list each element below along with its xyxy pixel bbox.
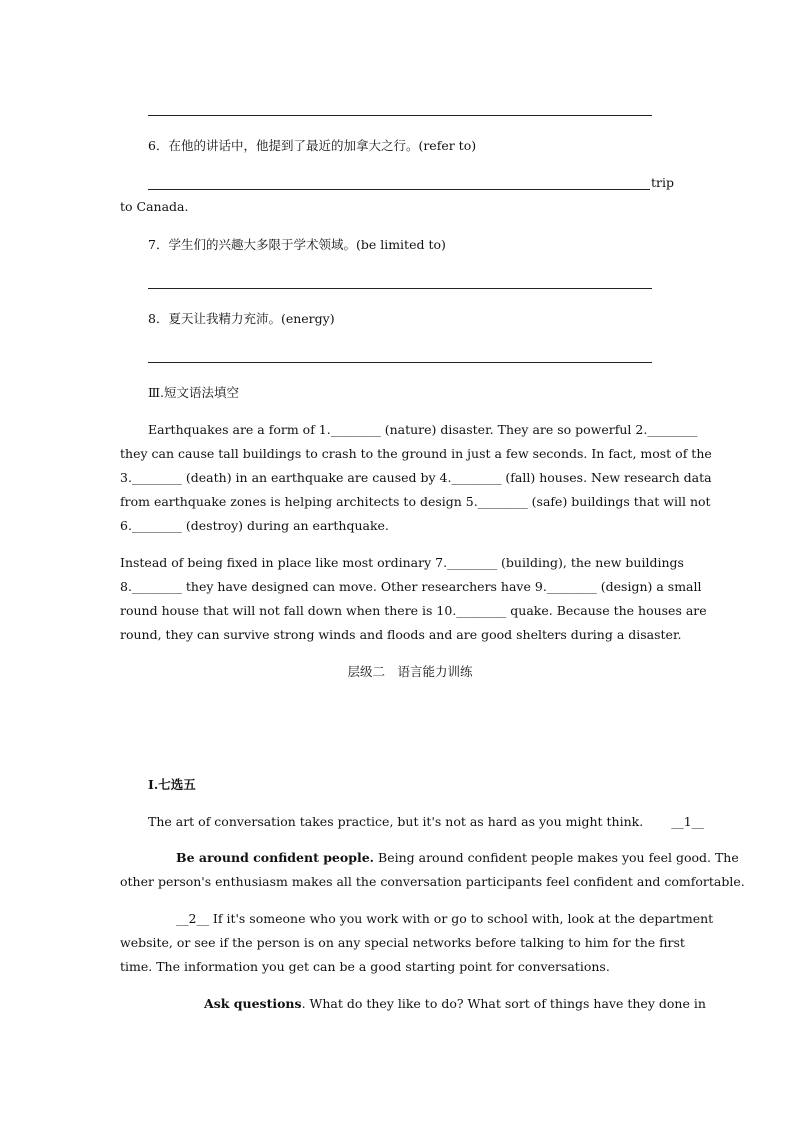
passage-2-line: round house that will not fall down when there is 10.________ quake. Because the houses are xyxy=(120,603,707,618)
passage-1-line: they can cause tall buildings to crash to the ground in just a few seconds. In fact, most of the xyxy=(120,446,712,461)
paragraph-research-line: __2__ If it's someone who you work with or go to school with, look at the department xyxy=(176,911,714,926)
section-3-title: Ⅲ.短文语法填空 xyxy=(148,385,240,400)
paragraph-research-line: time. The information you get can be a good starting point for conversations. xyxy=(120,959,610,974)
blank-1[interactable]: __1__ xyxy=(671,814,705,829)
intro-sentence xyxy=(148,813,704,831)
answer-line-6[interactable] xyxy=(148,189,650,190)
grammar-passage-1 xyxy=(120,418,712,538)
question-8-prompt: 8．夏天让我精力充沛。(energy) xyxy=(148,311,335,326)
paragraph-ask xyxy=(120,992,706,1016)
paragraph-research-line: website, or see if the person is on any special networks before talking to him for the first xyxy=(120,935,685,950)
passage-2-line: round, they can survive strong winds and floods and are good shelters during a disaster. xyxy=(120,627,682,642)
passage-1-line: 6.________ (destroy) during an earthquake. xyxy=(120,518,389,533)
passage-1-line: 3.________ (death) in an earthquake are caused by 4.________ (fall) houses. New research data xyxy=(120,470,712,485)
paragraph-confident-line: Be around confident people. Being around confident people makes you feel good. The xyxy=(176,850,739,865)
question-7-prompt: 7．学生们的兴趣大多限于学术领域。(be limited to) xyxy=(148,237,446,252)
passage-1-line: from earthquake zones is helping architects to design 5.________ (safe) buildings that will not xyxy=(120,494,711,509)
passage-1-line: Earthquakes are a form of 1.________ (nature) disaster. They are so powerful 2.________ xyxy=(148,422,698,437)
grammar-passage-2 xyxy=(120,551,707,647)
blank-2[interactable]: __2__ xyxy=(176,911,209,926)
paragraph-confident-line: other person's enthusiasm makes all the conversation participants feel confident and comfortable. xyxy=(120,874,745,889)
paragraph-ask-line: Ask questions. What do they like to do? What sort of things have they done in xyxy=(204,996,706,1011)
answer-line-8[interactable] xyxy=(148,362,652,363)
passage-2-line: Instead of being fixed in place like most ordinary 7.________ (building), the new buildings xyxy=(120,555,684,570)
paragraph-confident xyxy=(120,846,745,894)
paragraph-confident-bold: Be around confident people. xyxy=(176,850,375,865)
intro-text: The art of conversation takes practice, but it's not as hard as you might think. xyxy=(148,814,644,829)
question-6-tail: trip xyxy=(651,175,674,190)
level-2-heading: 层级二 语言能力训练 xyxy=(347,664,473,679)
question-6-prompt: 6．在他的讲话中，他提到了最近的加拿大之行。(refer to) xyxy=(148,138,477,153)
answer-line-5[interactable] xyxy=(148,115,652,116)
paragraph-research xyxy=(120,907,714,979)
passage-2-line: 8.________ they have designed can move. Other researchers have 9.________ (design) a small xyxy=(120,579,702,594)
section-1-title: Ⅰ.七选五 xyxy=(148,777,196,792)
paragraph-ask-bold: Ask questions xyxy=(204,996,302,1011)
answer-line-7[interactable] xyxy=(148,288,652,289)
question-6-wrap: to Canada. xyxy=(120,199,189,214)
